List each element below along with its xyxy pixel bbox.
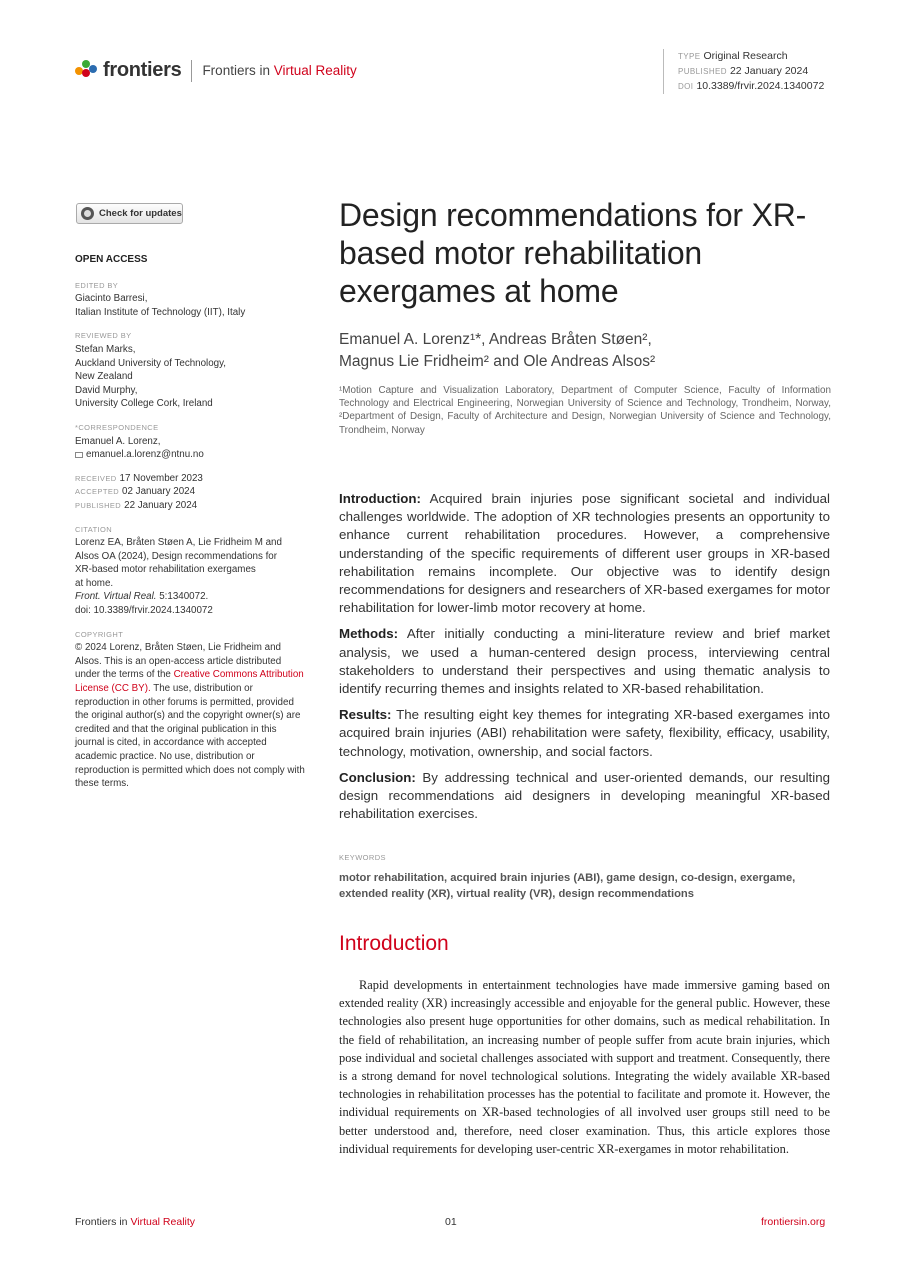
received-date: 17 November 2023 [119,472,203,484]
meta-published-value: 22 January 2024 [729,65,809,77]
received-row [75,472,307,486]
copyright-label: COPYRIGHT [75,629,124,639]
meta-type [678,49,824,64]
abstract-conclusion [339,769,830,824]
correspondence-label: *CORRESPONDENCE [75,422,159,432]
footer-journal[interactable] [75,1216,195,1228]
editor-line: Giacinto Barresi, [75,293,148,305]
correspondence-email[interactable]: emanuel.a.lorenz@ntnu.no [86,449,204,461]
abstract-results-text: The resulting eight key themes for integrating XR-based exergames into acquired brain injuries (ABI) rehabilitation were safety, flexibility, efficacy, usability, technology, motivation, ownership, and social factors. [339,707,830,759]
footer-journal-prefix: Frontiers in [75,1216,131,1228]
citation-label: CITATION [75,524,113,534]
correspondence-name: Emanuel A. Lorenz, [75,435,161,447]
reviewer-line: Stefan Marks, [75,343,136,355]
journal-prefix: Frontiers in [202,63,274,78]
abstract [339,490,830,831]
section-heading-introduction: Introduction [339,932,449,955]
mail-icon [75,452,83,458]
accepted-date: 02 January 2024 [122,486,196,498]
citation-volume: 5:1340072. [156,591,209,603]
article-meta [663,49,824,94]
meta-doi-label: DOI [678,82,694,91]
keywords-label: KEYWORDS [339,853,386,862]
citation-journal-row [75,590,307,604]
abstract-results [339,706,830,761]
abstract-conclusion-text: By addressing technical and user-oriented demands, our resulting design recommendations aid designers in developing meaningful XR-based rehabilitation exercises. [339,769,830,822]
check-updates-label: Check for updates [99,208,182,219]
accepted-label: ACCEPTED [75,487,120,497]
reviewer-line: Auckland University of Technology, [75,357,227,369]
abstract-conclusion-label: Conclusion: [339,769,416,785]
abstract-intro-text: Acquired brain injuries pose significant societal and individual challenges worldwide. The adoption of XR technologies presents an opportunity to enhance current rehabilitation procedures. However, a comprehensive understanding of the specific requirements of different user groups in XR-based rehabilitation remains incomplete. Our objective was to identify design recommendations for designers and researchers of XR-based exergames for motor rehabilitation for lower-limb motor recovery at home. [339,491,830,616]
brand-name: frontiers [103,59,182,81]
journal-name[interactable] [202,63,356,78]
check-updates-icon [81,207,94,220]
correspondence-email-row[interactable] [75,448,307,462]
citation-line: at home. [75,577,114,589]
abstract-methods-label: Methods: [339,626,399,642]
meta-published [678,64,824,79]
published-date: 22 January 2024 [124,499,198,511]
authors-line: Emanuel A. Lorenz¹*, Andreas Bråten Støen², [339,331,652,348]
frontiers-logo-icon [75,60,97,82]
meta-doi[interactable] [678,79,824,94]
citation-line: XR-based motor rehabilitation exergames [75,564,256,576]
abstract-methods-text: After initially conducting a mini-literature review and brief market analysis, we used a human-centered design process, interviewing central stakeholders to understand their perspectives and using thematic analysis to identify recurring themes and insights related to XR-based rehabilitation. [339,626,830,697]
published-label: PUBLISHED [75,500,122,510]
journal-title: Virtual Reality [273,63,357,78]
published-row [75,499,307,513]
author-list [339,329,839,373]
abstract-intro-label: Introduction: [339,491,421,506]
meta-type-label: TYPE [678,52,701,61]
citation-journal: Front. Virtual Real. [75,591,157,603]
cc-license-link[interactable]: Creative Commons Attribution License (CC BY). [75,669,304,695]
keywords: motor rehabilitation, acquired brain injuries (ABI), game design, co-design, exergame, extended reality (XR), virtual reality (VR), design recommendations [339,872,796,900]
authors-line: Magnus Lie Fridheim² and Ole Andreas Alsos² [339,353,656,370]
reviewer-line: New Zealand [75,371,133,383]
meta-doi-value[interactable]: 10.3389/frvir.2024.1340072 [696,80,825,92]
article-title: Design recommendations for XR-based motor rehabilitation exergames at home [339,197,807,309]
footer-journal-name: Virtual Reality [130,1216,196,1228]
reviewed-by-label: REVIEWED BY [75,331,132,341]
copyright-text [75,641,307,791]
received-label: RECEIVED [75,473,117,483]
citation-doi[interactable]: doi: 10.3389/frvir.2024.1340072 [75,605,213,617]
open-access-label: OPEN ACCESS [75,254,148,265]
abstract-methods [339,625,830,698]
footer-site-link[interactable]: frontiersin.org [761,1216,826,1228]
sidebar [75,253,307,791]
affiliations: ¹Motion Capture and Visualization Laboratory, Department of Computer Science, Faculty of Information Technology and Electrical Engineering, Norwegian University of Science and Technology, Trondheim, Norway, ²Department of Design, Faculty of Architecture and Design, Norwegian University of Science and Technology, Trondheim, Norway [339,385,831,436]
accepted-row [75,485,307,499]
citation-line: Lorenz EA, Bråten Støen A, Lie Fridheim M and [75,537,282,549]
abstract-introduction [339,490,830,617]
meta-published-label: PUBLISHED [678,67,727,76]
page-number: 01 [445,1216,457,1228]
reviewer-line: David Murphy, [75,384,138,396]
copyright-pre: © 2024 Lorenz, Bråten Støen, Lie Fridheim and Alsos. This is an open-access article distributed under the terms of the [75,642,282,681]
copyright-post: The use, distribution or reproduction in other forums is permitted, provided the original author(s) and the copyright owner(s) are credited and that the original publication in this journal is cited, in accordance with accepted academic practice. No use, distribution or reproduction is permitted which does not comply with these terms. [75,683,305,790]
frontiers-logo[interactable] [75,59,357,82]
reviewer-line: University College Cork, Ireland [75,398,213,410]
citation-line: Alsos OA (2024), Design recommendations for [75,550,278,562]
meta-type-value: Original Research [703,50,788,62]
logo-divider [191,60,192,82]
introduction-paragraph: Rapid developments in entertainment technologies have made immersive gaming based on extended reality (XR) increasingly accessible and enjoyable for the general public. However, these technologies also present huge opportunities for other domains, such as medical rehabilitation. In the field of rehabilitation, an increasing number of people suffer from acute brain injuries, which pose individual and societal challenges associated with support and treatment. Consequently, there is a strong demand for novel technological solutions. Integrating the widely available XR-based technologies in rehabilitation processes has the potential to facilitate and promote it. However, the individual requirements on XR-based technologies of all involved user groups still need to be better understood and, therefore, need closer examination. Thus, this article explores those individual requirements for developing user-centric XR-exergames in motor rehabilitation. [339,978,830,1156]
edited-by-label: EDITED BY [75,280,119,290]
abstract-results-label: Results: [339,707,392,723]
check-for-updates-button[interactable] [76,203,183,224]
editor-line: Italian Institute of Technology (IIT), Italy [75,306,246,318]
